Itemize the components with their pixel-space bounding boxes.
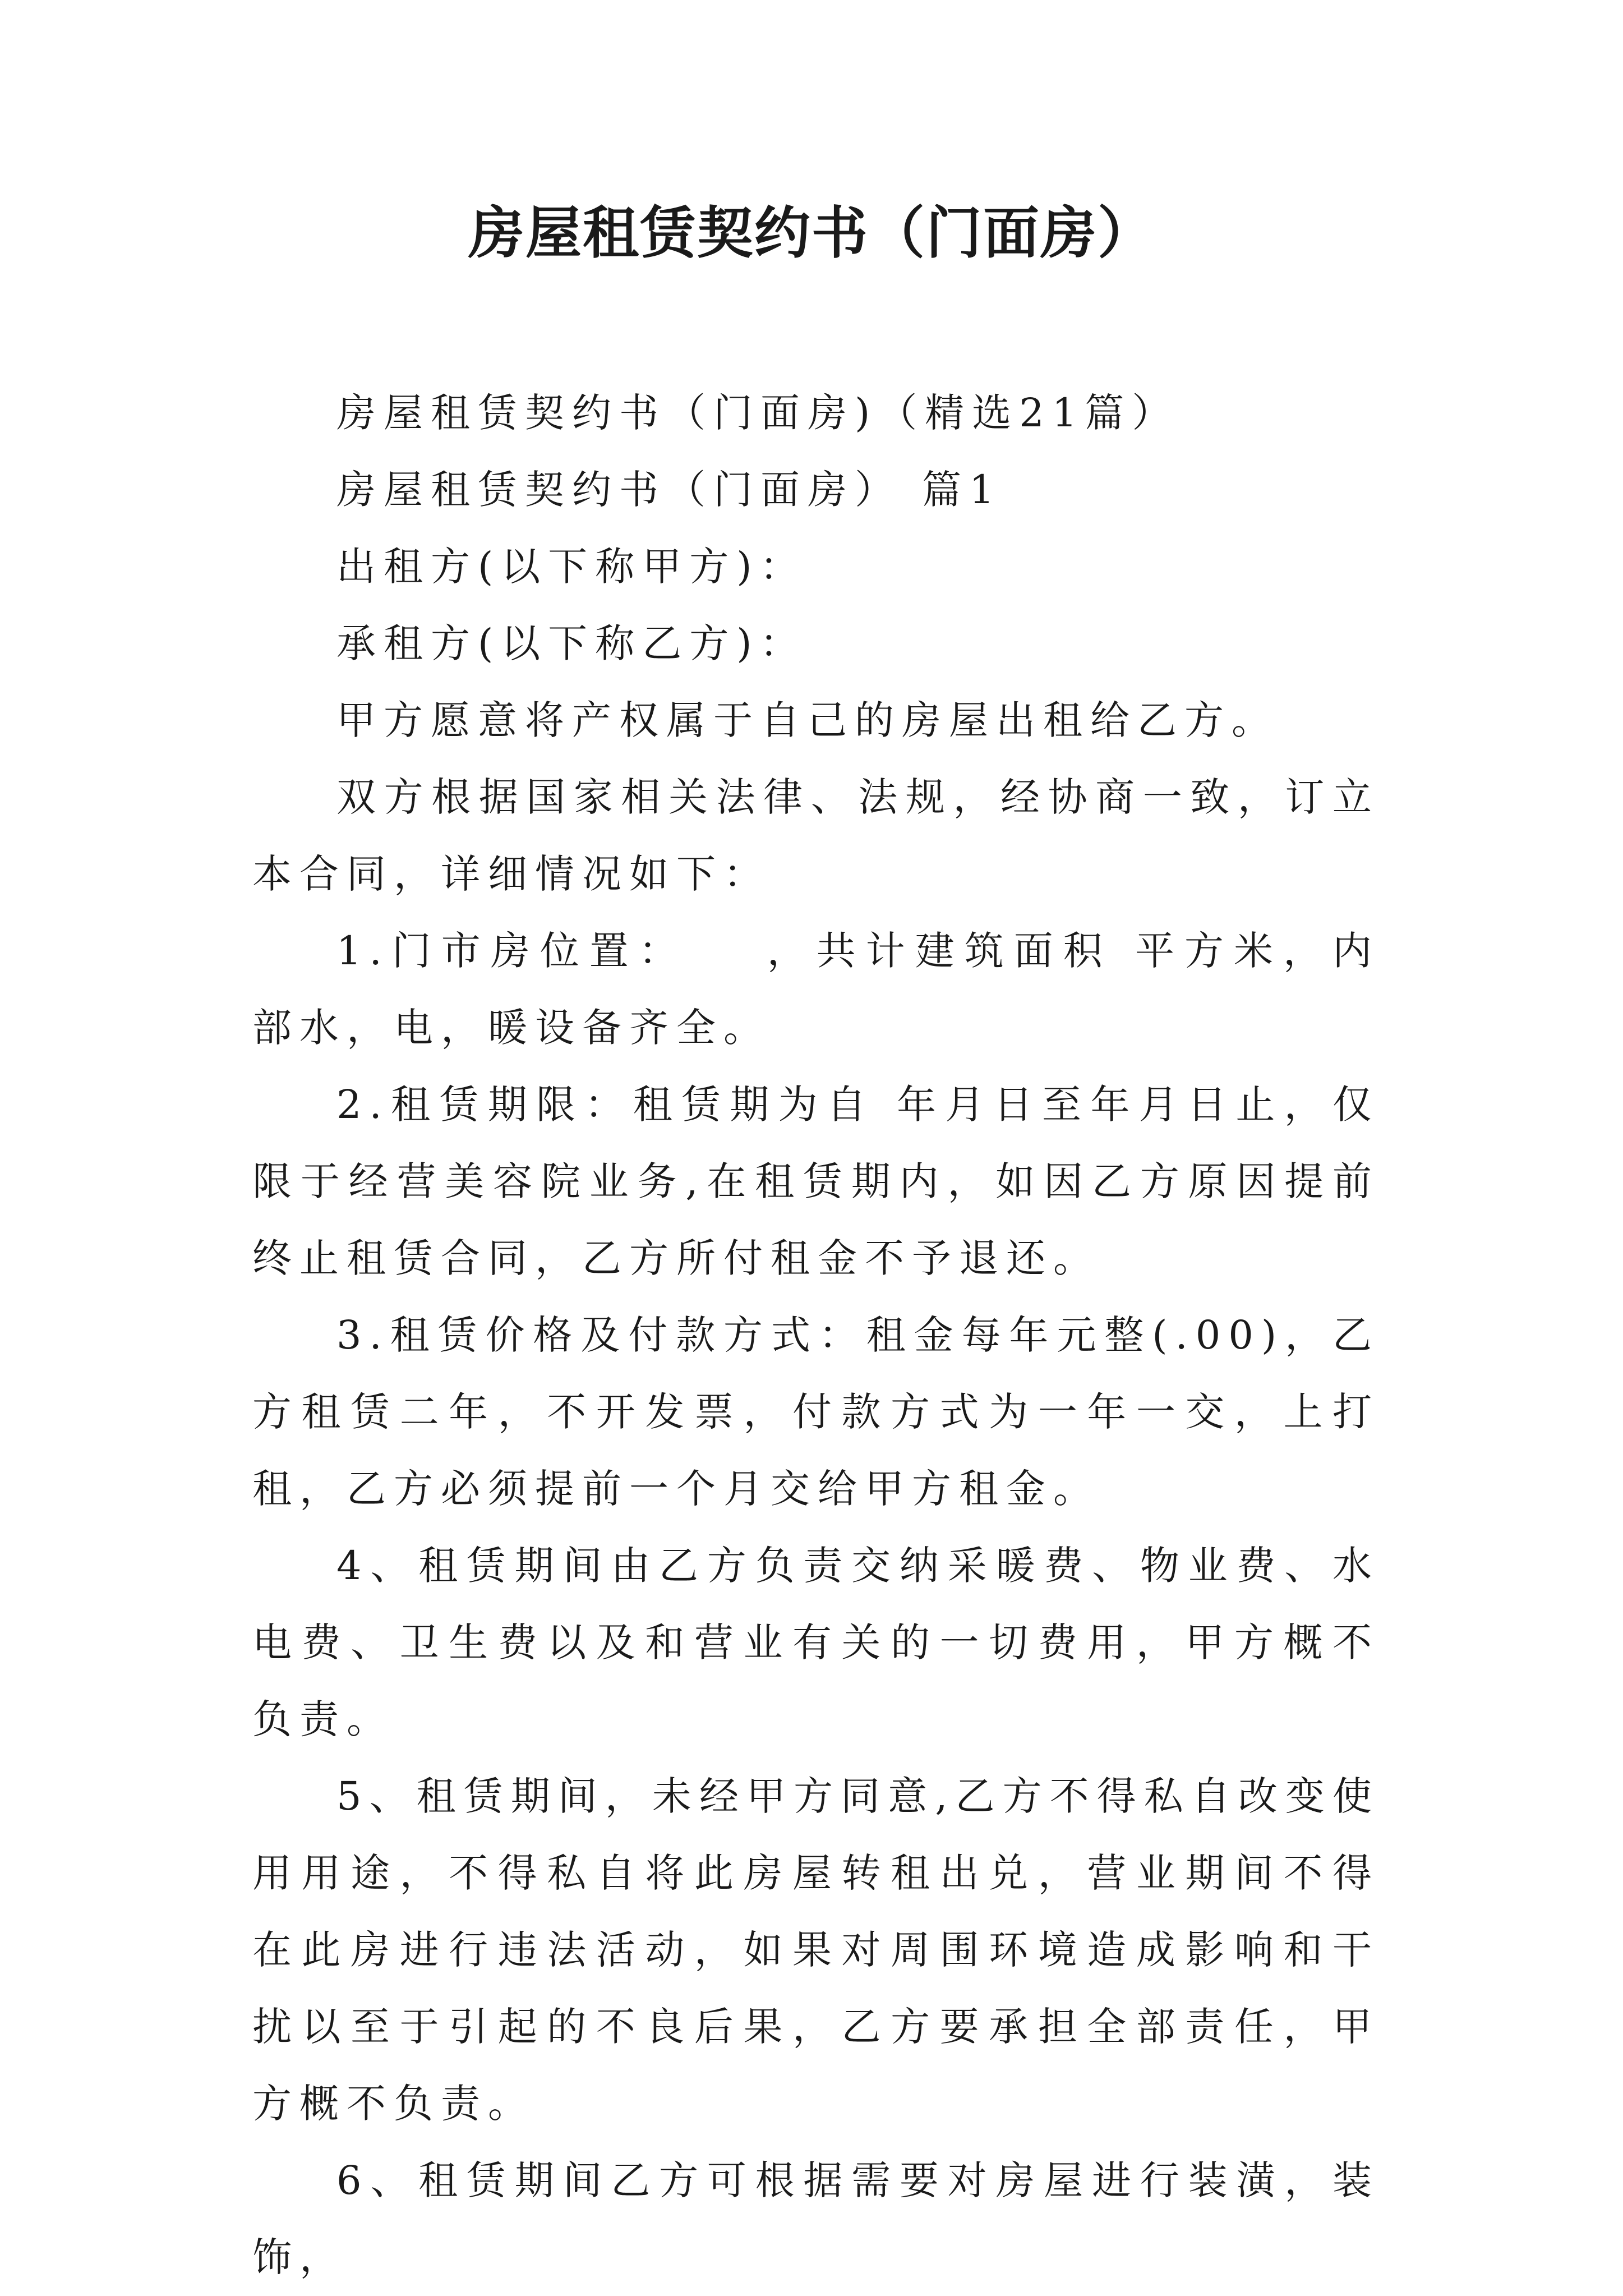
paragraph-intent: 甲方愿意将产权属于自己的房屋出租给乙方。 xyxy=(336,697,1279,743)
paragraph-clause-4: 4、租赁期间由乙方负责交纳采暖费、物业费、水电费、卫生费以及和营业有关的一切费用，甲方概不负责。 xyxy=(252,1543,1380,1742)
paragraph-clause-5: 5、租赁期间，未经甲方同意,乙方不得私自改变使用用途，不得私自将此房屋转租出兑，营业期间不得在此房进行违法活动，如果对周围环境造成影响和干扰以至于引起的不良后果，乙方要承担全部责任，甲方概不负责。 xyxy=(252,1773,1380,2127)
paragraph-clause-6: 6、租赁期间乙方可根据需要对房屋进行装潢，装饰， xyxy=(252,2157,1380,2280)
paragraph-clause-2: 2.租赁期限：租赁期为自 年月日至年月日止，仅限于经营美容院业务,在租赁期内，如因乙方原因提前终止租赁合同，乙方所付租金不予退还。 xyxy=(252,1082,1380,1281)
document-body xyxy=(252,375,1380,2296)
paragraph-clause-1: 1.门市房位置： ，共计建筑面积 平方米，内部水，电，暖设备齐全。 xyxy=(252,928,1380,1051)
document-title: 房屋租赁契约书（门面房） xyxy=(468,200,1155,266)
paragraph-lessee: 承租方(以下称乙方)： xyxy=(336,620,807,666)
paragraph-clause-3: 3.租赁价格及付款方式：租金每年元整(.00)，乙方租赁二年，不开发票，付款方式为一年一交，上打租，乙方必须提前一个月交给甲方租金。 xyxy=(252,1312,1380,1512)
paragraph-agreement: 双方根据国家相关法律、法规，经协商一致，订立本合同，详细情况如下： xyxy=(252,774,1380,897)
paragraph-lessor: 出租方(以下称甲方)： xyxy=(336,544,807,590)
paragraph-collection-heading: 房屋租赁契约书（门面房)（精选21篇） xyxy=(336,390,1179,436)
paragraph-section-heading: 房屋租赁契约书（门面房） 篇1 xyxy=(336,467,1002,513)
